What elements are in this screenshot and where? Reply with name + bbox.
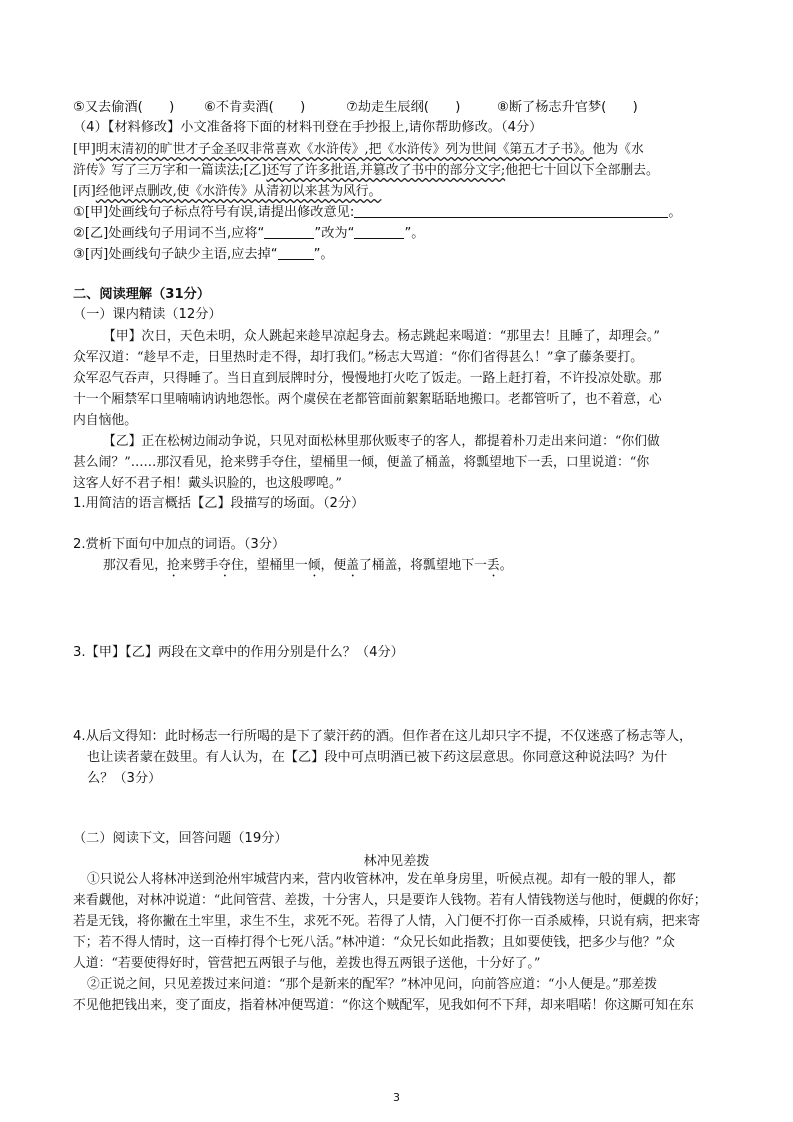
choice-row [73, 96, 723, 116]
q4-sub1: ①[甲]处画线句子标点符号有误,请提出修改意见: 。 [73, 205, 682, 220]
question-1: 1.用简洁的语言概括【乙】段描写的场面。（2分） [73, 496, 365, 511]
bing-sentence: 经他评点删改,使《水浒传》从清初以来甚为风行。 [95, 184, 382, 199]
question-4-line: 4.从后文得知：此时杨志一行所喝的是下了蒙汗药的酒。但作者在这儿却只字不提，不仅迷惑了杨志等人， [73, 729, 693, 744]
article-title: 林冲见差拨 [363, 854, 430, 869]
material-line-1: [甲]明末清初的旷世才子金圣叹非常喜欢《水浒传》,把《水浒传》列为世间《第五才子书》。他为《水 [73, 142, 644, 157]
question-3: 3.【甲】【乙】两段在文章中的作用分别是什么？（4分） [73, 645, 404, 660]
choice-5: ⑤又去偷酒( ) [73, 100, 175, 115]
question-4-line: 也让读者蒙在鼓里。有人认为，在【乙】段中可点明酒已被下药这层意思。你同意这种说法吗？为什 [87, 750, 668, 765]
dotted-word: 倾 [307, 558, 321, 573]
choice-7: ⑦劫走生辰纲( ) [346, 100, 461, 115]
dotted-word: 盖 [346, 558, 359, 573]
material-line-2: 浒传》写了三万字和一篇读法;[乙]还写了许多批语,并篡改了书中的部分文字;他把七十回以下全部删去。 [73, 163, 659, 178]
dotted-word: 夺 [218, 558, 231, 573]
dotted-word: 丢 [486, 558, 500, 573]
choice-6: ⑥不肯卖酒( ) [204, 100, 306, 115]
dotted-word: 抢 [166, 558, 180, 573]
choice-8: ⑧断了杨志升官梦( ) [497, 100, 638, 115]
question-4-line: 么？（3分） [87, 771, 162, 786]
answer-blank[interactable] [278, 245, 314, 260]
section-title: 二、阅读理解（31分） [73, 287, 211, 302]
passage-jia-line: 内自恼他。 [73, 413, 137, 428]
article-line: 人道：“若要使得好时，管营把五两银子与他，差拨也得五两银子送他，十分好了。” [73, 956, 541, 971]
passage-yi-line: 【乙】正在松树边闹动争说，只见对面松林里那伙贩枣子的客人，都提着朴刀走出来问道：“你们做 [103, 434, 660, 449]
passage-jia-line: 众军忍气吞声，只得睡了。当日直到辰牌时分，慢慢地打火吃了饭走。一路上赶打着，不许投凉处歇。那 [73, 371, 662, 386]
article-line: ②正说之间，只见差拨过来问道：“那个是新来的配军？”林冲见问，向前答应道：“小人便是。”那差拨 [87, 977, 658, 992]
jia-sentence: 明末清初的旷世才子金圣叹非常喜欢《水浒传》,把《水浒传》列为世间《第五才子书》。 [95, 142, 593, 157]
answer-blank[interactable] [354, 224, 404, 239]
article-line: ①只说公人将林冲送到沧州牢城营内来，营内收管林冲，发在单身房里，听候点视。却有一般的罪人，都 [87, 872, 676, 887]
q4-sub3: ③[丙]处画线句子缺少主语,应去掉“ ”。 [73, 247, 334, 262]
passage-yi-line: 这客人好不君子相！戴头识脸的，也这般啰唣。” [73, 476, 342, 491]
answer-blank[interactable] [354, 203, 668, 218]
page-number: 3 [393, 1091, 400, 1104]
article-line: 来看觑他，对林冲说道：“此间管营、差拨，十分害人，只是要诈人钱物。若有人情钱物送与他时，便觑的你好； [73, 893, 707, 908]
answer-blank[interactable] [264, 224, 314, 239]
question-2-sentence: 那汉看见，抢来劈手夺住，望桶里一倾，便盖了桶盖，将瓢望地下一丢。 [103, 558, 513, 573]
question-2: 2.赏析下面句中加点的词语。（3分） [73, 537, 286, 552]
passage-yi-line: 甚么闹？”……那汉看见，抢来劈手夺住，望桶里一倾，便盖了桶盖，将瓢望地下一丢，口里说道：“你 [73, 455, 650, 470]
passage-jia-line: 【甲】次日，天色未明，众人跳起来趁早凉起身去。杨志跳起来喝道：“那里去！且睡了，却理会。” [103, 329, 660, 344]
passage-jia-line: 十一个厢禁军口里喃喃讷讷地怨怅。两个虞侯在老都管面前絮絮聒聒地搬口。老都管听了，也不着意，心 [73, 392, 662, 407]
passage-jia-line: 众军汉道：“趁早不走，日里热时走不得，却打我们。”杨志大骂道：“你们省得甚么！”拿了藤条要打。 [73, 350, 644, 365]
q4-sub2: ②[乙]处画线句子用词不当,应将“ ”改为“ ”。 [73, 226, 425, 241]
q4-header: （4）【材料修改】小文准备将下面的材料刊登在手抄报上,请你帮助修改。（4分） [73, 120, 543, 135]
article-line: 不见他把钱出来，变了面皮，指着林冲便骂道：“你这个贼配军，见我如何不下拜，却来唱喏！你这厮可知在东 [73, 998, 694, 1013]
part1-heading: （一）课内精读（12分） [73, 307, 222, 322]
part2-heading: （二）阅读下文，回答问题（19分） [73, 831, 288, 846]
article-line: 下；若不得人情时，这一百棒打得个七死八活。”林冲道：“众兄长如此指教；且如要使钱，把多少与他？”众 [73, 935, 675, 950]
material-line-3: [丙]经他评点删改,使《水浒传》从清初以来甚为风行。 [73, 184, 382, 199]
yi-sentence: 还写了许多批语,并篡改了书中的部分文字; [266, 163, 506, 178]
article-line: 若是无钱，将你撇在土牢里，求生不生，求死不死。若得了人情，入门便不打你一百杀威棒，只说有病，把来寄 [73, 914, 701, 929]
